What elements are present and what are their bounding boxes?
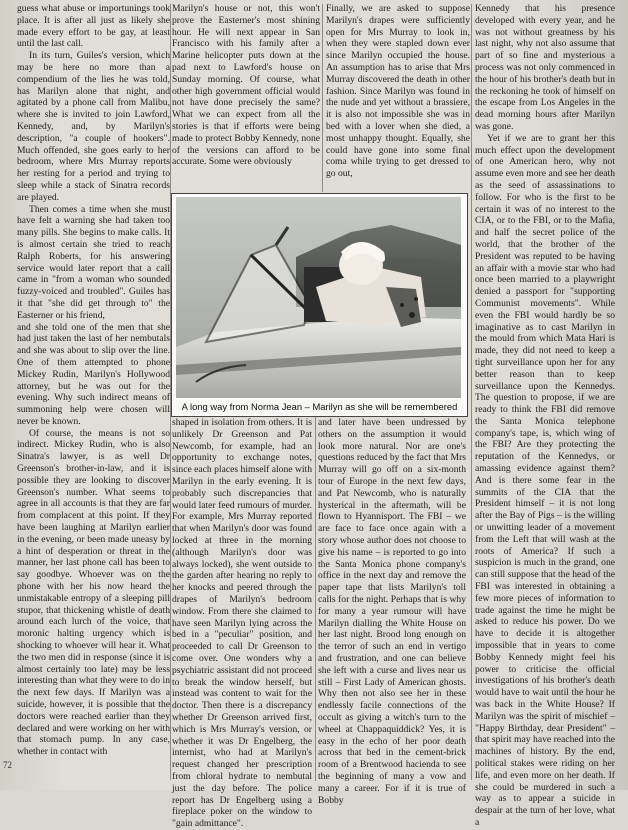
text-column-4 xyxy=(475,3,615,828)
text-column-2-top xyxy=(172,3,320,191)
paragraph: Marilyn's house or not, this won't prove the Easterner's most shining hour. He will next appear in San Francisco with his family after a Marine helicopter puts down at the pad next to Lawford's house on Sunday morning. Of course, what other high government official would not have done precisely the same? What we can expect from all the stories is that if efforts were being made to protect Bobby Kennedy, none of the versions can afford to be accurate. Some were obviously xyxy=(172,3,320,168)
text-column-2-bottom xyxy=(172,417,312,830)
photo-frame xyxy=(171,193,468,417)
paragraph: Then comes a time when she must have felt a warning she had taken too many pills. She begins to make calls. It is almost certain she tried to reach Ralph Roberts, for his answering service would later report that a call came in "from a woman who sounded fuzzy-voiced and troubled". Guiles has it that "she did get through to" the Easterner or his friend, xyxy=(17,203,170,321)
page-number: 72 xyxy=(3,760,12,770)
paragraph: Of course, the means is not so indirect. Mickey Rudin, who is also Sinatra's lawyer, is as well Dr Greenson's brother-in-law, and it is possible they are looking to discover Greenson's number. What seems to agree in all accounts is that they are far from complacent at this point. If they have been laughing at Marilyn earlier in the evening, or been made uneasy by a hint of desperation or threat in the manner, her last phone call has been to say goodbye. Whoever was on the phone with her his now heard the unmistakable entropy of a sleeping pill stupor, that thickening whistle of death around each lurch of the voice, that moronic halting urgency which is shocking to whoever will hear it. What the two men did in response (since it is almost certainly too late) may be less interesting than what they were to do in the next few days. If Marilyn was a suicide, however, it is possible that the doctors were reached earlier than they declared and were working on her with that stomach pump. In any case, whether in contact with xyxy=(17,427,170,758)
paragraph: shaped in isolation from others. It is unlikely Dr Greenson and Pat Newcomb, for example, had an opportunity to exchange notes, since each places himself alone with Marilyn in the early evening. It is probably such discrepancies that would later feed rumours of murder. For example, Mrs Murray reported that when Marilyn's door was found locked at three in the morning (although Marilyn's door was always locked), she went outside to the garden after hearing no reply to her knocks and peered through the drapes of Marilyn's bedroom window. From there she claimed to have seen Marilyn lying across the bed in a "peculiar" position, and proceeded to call Dr Greenson to come over. One wonders why a psychiatric assistant did not proceed to break the window herself, but instead was content to wait for the doctor. Then there is a discrepancy whether Dr Greenson arrived first, which is Mrs Murray's version, or whether it was Dr Engelberg, the internist, who had at Marilyn's request changed her prescription from chloral hydrate to nembutal just the day before. The police report has Dr Engelberg using a fireplace poker on the window to "gain admittance". xyxy=(172,417,312,830)
text-column-1 xyxy=(17,3,170,781)
paragraph: guess what abuse or importunings took place. It is after all just as likely she made every effort to be gay, at least until the last call. xyxy=(17,3,170,50)
column-rule xyxy=(322,4,323,192)
paragraph: Kennedy that his presence developed with every year, and he was not without greatness by his last night, why not also assume that part of so fine and mysterious a process was not only commenced in the hour of his brother's death but in the reckoning he took of himself on the escape from Los Angeles in the dead morning hours after Marilyn was gone. xyxy=(475,3,615,132)
paragraph: and later have been undressed by others on the assumption it would look more natural. Nor are one's questions reduced by the fact that Mrs Murray will go off on a six-month tour of Europe in the next few days, and Pat Newcomb, who is naturally hysterical in the aftermath, will be flown to Hyannisport. The FBI – we are face to face once again with a story whose author does not choose to give his name – is reported to go into the Santa Monica phone company's office in the next day and remove the paper tape that lists Marilyn's toll calls for the night. Perhaps that is why for many a year rumour will have Marilyn dialling the White House on her last night. Brood long enough on the terror of such an end in vertigo and frustration, and one can believe she left with a curse and lives near us still – First Lady of American ghosts. Why then not also see her in these endlessly facile connections of the occult as giving a witch's turn to the wheel at Chappaquiddick? Yes, it is easy in the echo of her poor death across that bed in the cement-brick room of a Brentwood hacienda to see the beginning of many a vow and many a career. For if it is true of Bobby xyxy=(318,417,466,806)
photo-caption: A long way from Norma Jean – Marilyn as she will be remembered xyxy=(176,400,463,414)
column-rule xyxy=(315,417,316,781)
paragraph: Yet if we are to grant her this much effect upon the development of one American hero, why not assume even more and see her death as the seed of assassinations to follow. For who is the first to be certain it was of no interest to the CIA, or to the FBI, or to the Mafia, and half the secret police of the world, that the brother of the President was reputed to be having an affair with a movie star who had once been married to a playwright denied a passport for "supporting Communist movements". While even the FBI would hardly be so imaginative as to cast Marilyn in the mould from which Mata Hari is made, they did not need to keep a tight surveillance upon her for any better reason than to keep surveillance upon the Kennedys. The question to propose, if we are ready to think the FBI did remove the Santa Monica telephone company's tape, is, which wing of the FBI? Are they protecting the reputation of the Kennedys, or amassing evidence against them? And is there some fear in the summits of the CIA that the President himself – it is not long after the Bay of Pigs – is the willing or unwitting leader of a movement from the Left that will wash at the roots of America? If such a suspicion is much in the grand, one can still suppose that the head of the FBI was interested in obtaining a few more pieces of information to trade against the time he might be asked to reduce his power. Do we have to decide it is altogether impossible that in years to come Bobby Kennedy might feel his power to criticise the official investigations of his brother's death would have to wait until the hour he was back in the White House? If Marilyn was the spirit of mischief – "Happy Birthday, dear President" – that spirit may have reached into the machines of history. By the end, political stakes were riding on her life, and even more on her death. If she could be murdered in such a way as to appear a suicide in despair at the turn of her love, what a xyxy=(475,132,615,828)
text-column-3-bottom xyxy=(318,417,466,806)
paragraph: In its turn, Guiles's version, which may be here no more than a compendium of the lies he was told, has Marilyn alone that night, and agitated by a phone call from Malibu, where she is invited to join Lawford, Kennedy, and, by Marilyn's description, "a couple of hookers". Much offended, she goes early to her bedroom, where Mrs Murray reports her resting for a period and trying to sleep while a stack of Sinatra records are played. xyxy=(17,50,170,203)
paragraph: Finally, we are asked to suppose Marilyn's drapes were sufficiently open for Mrs Murray to look in, when they were stapled down ever since Marilyn occupied the house. An assumption has to arise that Mrs Murray discovered the death in other fashion. Since Marilyn was found in the nude and yet without a brassiere, it is also not impossible she was in bed with a lover when she died, a most unhappy thought. Equally, she could have gone into some final coma while trying to get dressed to go out, xyxy=(326,3,470,180)
paragraph: and she told one of the men that she had just taken the last of her nembutals and she was about to slip over the line. One of them attempted to phone Mickey Rudin, Marilyn's Hollywood attorney, but he was out for the evening. Why such indirect means of summoning help were chosen will never be known. xyxy=(17,321,170,427)
marilyn-car-photo xyxy=(176,197,461,398)
text-column-3-top xyxy=(326,3,470,191)
column-rule xyxy=(471,4,472,780)
